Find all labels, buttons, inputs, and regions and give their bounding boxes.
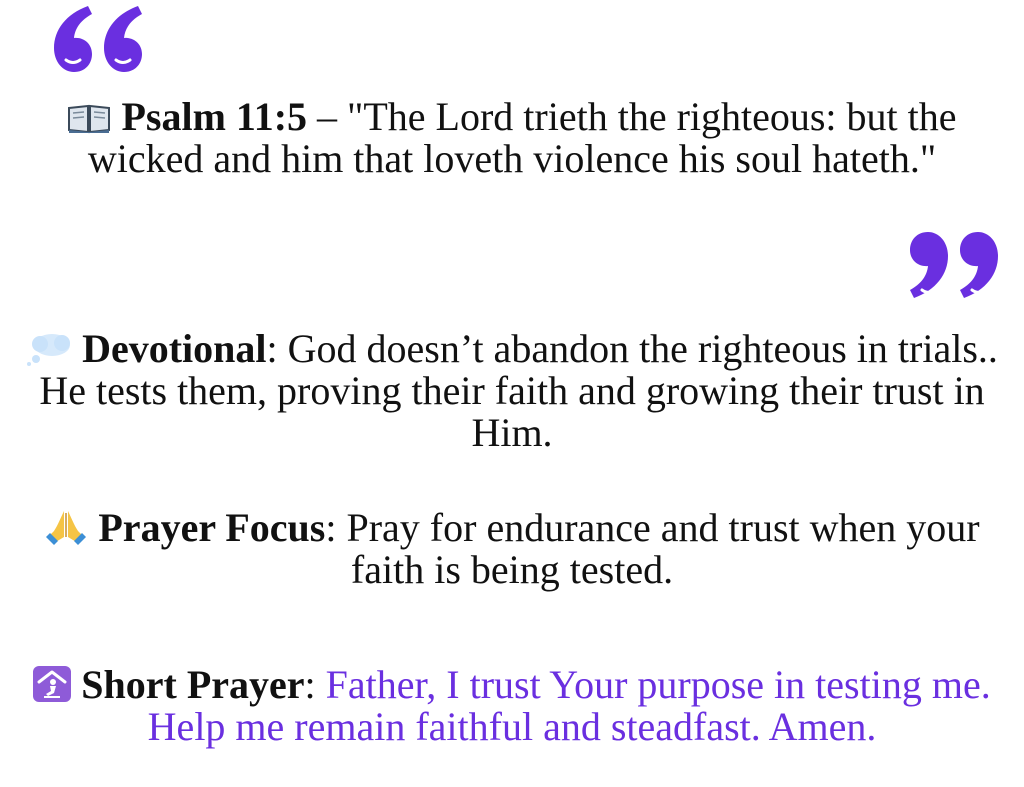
verse-reference: Psalm 11:5 (121, 94, 308, 139)
short-prayer-block (20, 664, 1004, 748)
verse-text: "The Lord trieth the righteous: but the wicked and him that loveth violence his soul hateth." (87, 94, 957, 181)
short-prayer-label: Short Prayer (81, 662, 305, 707)
verse-separator: – (307, 94, 348, 139)
open-book-icon (67, 102, 111, 134)
prayer-focus-text: Pray for endurance and trust when your faith is being tested. (346, 505, 980, 592)
prayer-focus-label: Prayer Focus (98, 505, 326, 550)
praying-hands-icon (44, 509, 88, 545)
prayer-focus-block (20, 507, 1004, 591)
devotional-label: Devotional (82, 326, 267, 371)
short-prayer-separator: : (304, 662, 326, 707)
place-of-worship-icon (33, 666, 71, 702)
prayer-focus-separator: : (325, 505, 347, 550)
devotional-text: God doesn’t abandon the righteous in trials.. He tests them, proving their faith and growing their trust in Him. (39, 326, 998, 455)
devotional-separator: : (266, 326, 288, 371)
devotional-block (20, 328, 1004, 454)
thought-bubble-icon (26, 332, 72, 366)
short-prayer-text: Father, I trust Your purpose in testing me. Help me remain faithful and steadfast. Amen. (147, 662, 991, 749)
close-quote-icon (906, 230, 1006, 304)
open-quote-icon (46, 0, 146, 74)
verse-block (20, 96, 1004, 180)
